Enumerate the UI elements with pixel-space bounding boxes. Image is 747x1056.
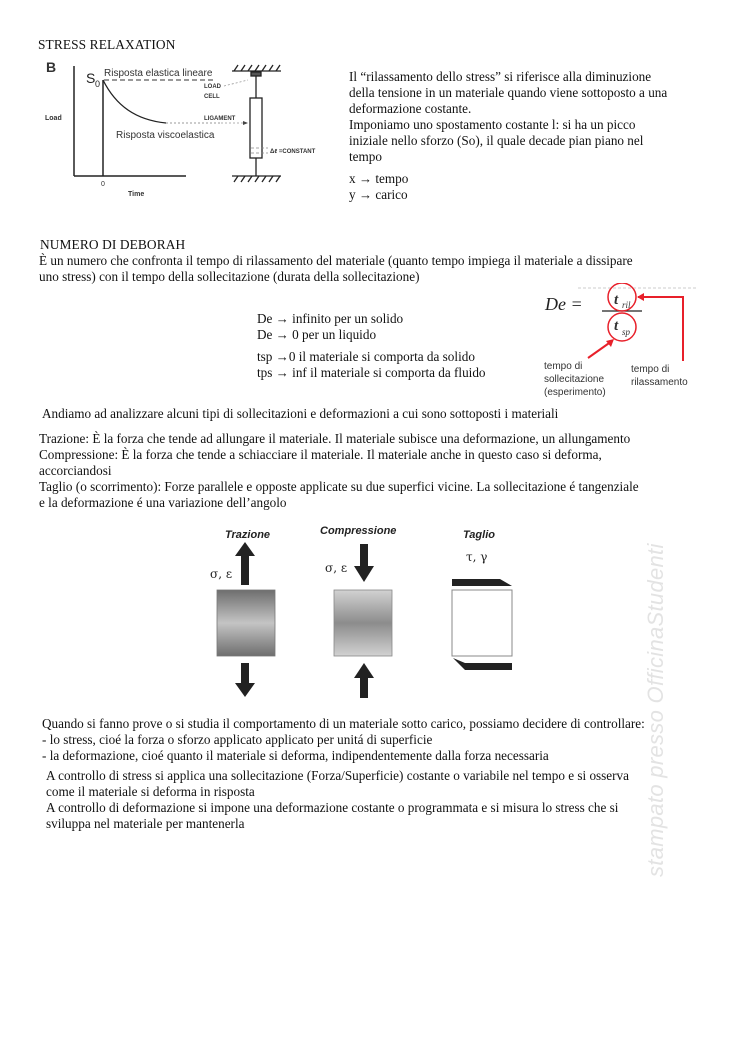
taglio-symbol: τ, γ [466,550,488,564]
trazione-title: Trazione [225,529,271,541]
arrow-left-icon [453,658,512,670]
control-modes [46,768,629,832]
numerator-t: t [614,292,619,308]
arrow-up-icon [235,542,255,585]
stress-types-intro: Andiamo ad analizzare alcuni tipi di sollecitazioni e deformazioni a cui sono sottoposti i materiali [42,406,559,421]
section-title-stress-relaxation: STRESS RELAXATION [38,37,176,52]
deborah-intro [39,253,633,285]
label-rilassamento: tempo di [631,364,670,375]
definition-taglio: Taglio (o scorrimento): Forze parallele e opposte applicate su due superfici vicine. La sollecitazione é tangenziale [39,479,639,494]
definition-compressione-cont: accorciandosi [39,463,112,478]
load-cell-label-2: CELL [204,94,220,100]
control-option-stress: - lo stress, cioé la forza o sforzo applicato applicato per unitá di superficie [42,732,433,747]
paragraph-line: tempo [349,149,382,164]
stress-control-line: A controllo di stress si applica una sollecitazione (Forza/Superficie) costante o variabile nel tempo e si osserva [46,768,629,783]
paragraph-line: Il “rilassamento dello stress” si riferisce alla diminuzione [349,69,652,84]
viscoelastic-response-label: Risposta viscoelastica [116,130,215,141]
s0-subscript: 0 [95,79,101,89]
denominator-t: t [614,318,619,334]
y-axis-label: Load [45,115,62,122]
behavior-line: tsp →0 il materiale si comporta da solido [257,349,475,364]
stress-types-figure [200,520,530,700]
section-title-deborah: NUMERO DI DEBORAH [40,237,186,252]
deborah-formula-figure [538,283,718,403]
deborah-limits [257,311,486,381]
watermark: stampato presso OfficinaStudenti [643,543,668,877]
label-sollecitazione: tempo di [544,361,583,372]
compressione-title: Compressione [320,525,397,537]
panel-label: B [46,59,57,75]
limit-line: De → 0 per un liquido [257,327,377,342]
trazione-symbol: σ, ε [210,567,233,581]
x-origin-label: 0 [101,181,105,188]
paragraph-line: Imponiamo uno spostamento costante l: si ha un picco [349,117,636,132]
load-cell-label: LOAD [204,84,221,90]
behavior-line: tps → inf il materiale si comporta da fluido [257,365,486,380]
taglio-title: Taglio [463,529,495,541]
numerator-subscript: ril [622,300,631,310]
stress-relaxation-paragraph [349,69,667,203]
arrow-up-icon [354,663,374,698]
arrow-down-icon [354,544,374,582]
definition-compressione: Compressione: È la forza che tende a schiacciare il materiale. Il materiale anche in questo caso si deforma, [39,447,602,462]
strain-control-line: A controllo di deformazione si impone una deformazione costante o programmata e si misura lo stress che si [46,800,619,815]
label-sollecitazione-3: (esperimento) [544,387,606,398]
strain-control-line-2: sviluppa nel materiale per mantenerla [46,816,245,831]
paragraph-line: della tensione in un materiale quando viene sottoposto a una [349,85,668,100]
denominator-subscript: sp [622,327,631,337]
definition-trazione: Trazione: È la forza che tende ad allungare il materiale. Il materiale subisce una deformazione, un allungamento [39,431,631,446]
paragraph-line: deformazione costante. [349,101,472,116]
axis-x-definition: x → tempo [349,171,409,186]
limit-line: De → infinito per un solido [257,311,404,326]
label-rilassamento-2: rilassamento [631,377,688,388]
control-option-deformation: - la deformazione, cioé quanto il materiale si deforma, indipendentemente dalla forza necessaria [42,748,549,763]
s0-label: S [86,70,96,86]
definition-taglio-cont: e la deformazione é una variazione dell’angolo [39,495,287,510]
arrow-down-icon [235,663,255,697]
stress-relaxation-figure [36,56,346,206]
ligament-label: LIGAMENT [204,116,236,122]
axis-y-definition: y → carico [349,187,408,202]
compressione-symbol: σ, ε [325,561,348,575]
intro-line: È un numero che confronta il tempo di rilassamento del materiale (quanto tempo impiega il materiale a dissipare [39,253,633,268]
paragraph-line: iniziale nello sforzo (So), il quale decade pian piano nel [349,133,644,148]
stress-definitions [39,431,639,511]
intro-line: uno stress) con il tempo della sollecitazione (durata della sollecitazione) [39,269,420,284]
control-line: Quando si fanno prove o si studia il comportamento di un materiale sotto carico, possiamo decidere di controllare: [42,716,645,731]
arrow-right-icon [452,579,512,586]
elastic-response-label: Risposta elastica lineare [104,68,213,79]
delta-l-label: Δℓ =CONSTANT [270,149,316,155]
formula-lhs: De = [545,294,583,314]
control-intro [42,716,645,764]
deborah-section [40,237,185,253]
label-sollecitazione-2: sollecitazione [544,374,605,385]
stress-control-line-2: come il materiale si deforma in risposta [46,784,255,799]
x-axis-label: Time [128,191,145,198]
